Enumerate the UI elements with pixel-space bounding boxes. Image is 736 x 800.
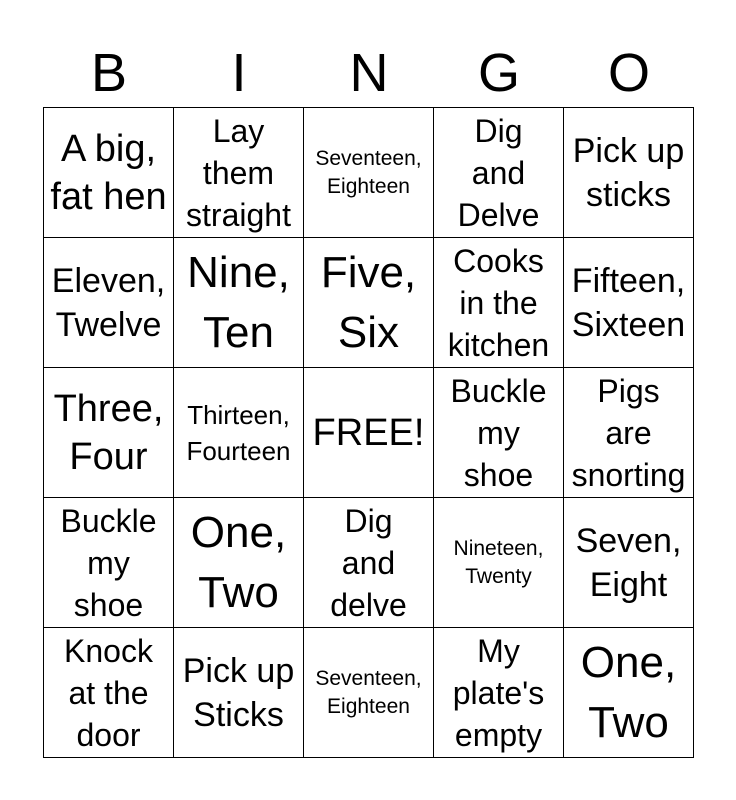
bingo-cell-r0-c3[interactable] [434,108,564,238]
bingo-cell-r0-c4[interactable] [564,108,694,238]
bingo-cell-r0-c2[interactable] [304,108,434,238]
cell-text: Seventeen, Eighteen [315,666,422,718]
bingo-cell-r4-c3[interactable] [434,628,564,758]
cell-text: Three, Four [53,387,164,478]
cell-text: Buckle my shoe [60,502,157,623]
bingo-cell-r1-c1[interactable] [174,238,304,368]
bingo-cell-r2-c3[interactable] [434,368,564,498]
cell-text: Eleven, Twelve [51,261,166,344]
cell-text: Buckle my shoe [450,372,547,493]
cell-text: My plate's empty [452,632,545,753]
cell-text: One, Two [580,637,677,747]
cell-text: Fifteen, Sixteen [571,261,686,344]
cell-text: Knock at the door [64,632,153,753]
bingo-cell-r2-c1[interactable] [174,368,304,498]
bingo-cell-r3-c4[interactable] [564,498,694,628]
cell-text: Seven, Eight [575,521,682,604]
bingo-cell-r3-c3[interactable] [434,498,564,628]
cell-text: A big, fat hen [50,127,167,218]
bingo-cell-r3-c1[interactable] [174,498,304,628]
cell-text: Dig and delve [330,502,407,623]
header-letter-g: G [477,43,520,103]
header-letter-n: N [349,43,389,103]
cell-text: Seventeen, Eighteen [315,146,422,198]
cell-text: Pick up sticks [572,131,685,214]
bingo-cell-r0-c1[interactable] [174,108,304,238]
bingo-cell-r1-c2[interactable] [304,238,434,368]
cell-text: Thirteen, Fourteen [186,399,291,466]
cell-text: Nine, Ten [187,247,290,357]
header-letter-o: O [607,43,650,103]
bingo-cell-r0-c0[interactable] [44,108,174,238]
cell-text: One, Two [190,507,287,617]
bingo-cell-r1-c0[interactable] [44,238,174,368]
cell-text: Lay them straight [186,112,291,233]
bingo-cell-r4-c4[interactable] [564,628,694,758]
bingo-header [44,40,694,106]
cell-text: Cooks in the kitchen [447,242,550,363]
bingo-cell-r3-c2[interactable] [304,498,434,628]
cell-text: Pick up Sticks [182,651,295,734]
bingo-cell-r2-c0[interactable] [44,368,174,498]
header-letter-b: B [90,43,128,103]
bingo-cell-r2-c4[interactable] [564,368,694,498]
bingo-board [43,107,694,758]
cell-text: Nineteen, Twenty [453,536,544,588]
bingo-cell-r4-c1[interactable] [174,628,304,758]
cell-text: Five, Six [320,247,417,357]
cell-text: Dig and Delve [457,112,540,233]
bingo-cell-r3-c0[interactable] [44,498,174,628]
bingo-cell-r1-c4[interactable] [564,238,694,368]
header-letter-i: I [231,43,247,103]
bingo-cell-r4-c2[interactable] [304,628,434,758]
free-space-text: FREE! [312,411,425,454]
bingo-cell-r4-c0[interactable] [44,628,174,758]
bingo-cell-free[interactable] [304,368,434,498]
cell-text: Pigs are snorting [571,372,686,493]
bingo-cell-r1-c3[interactable] [434,238,564,368]
